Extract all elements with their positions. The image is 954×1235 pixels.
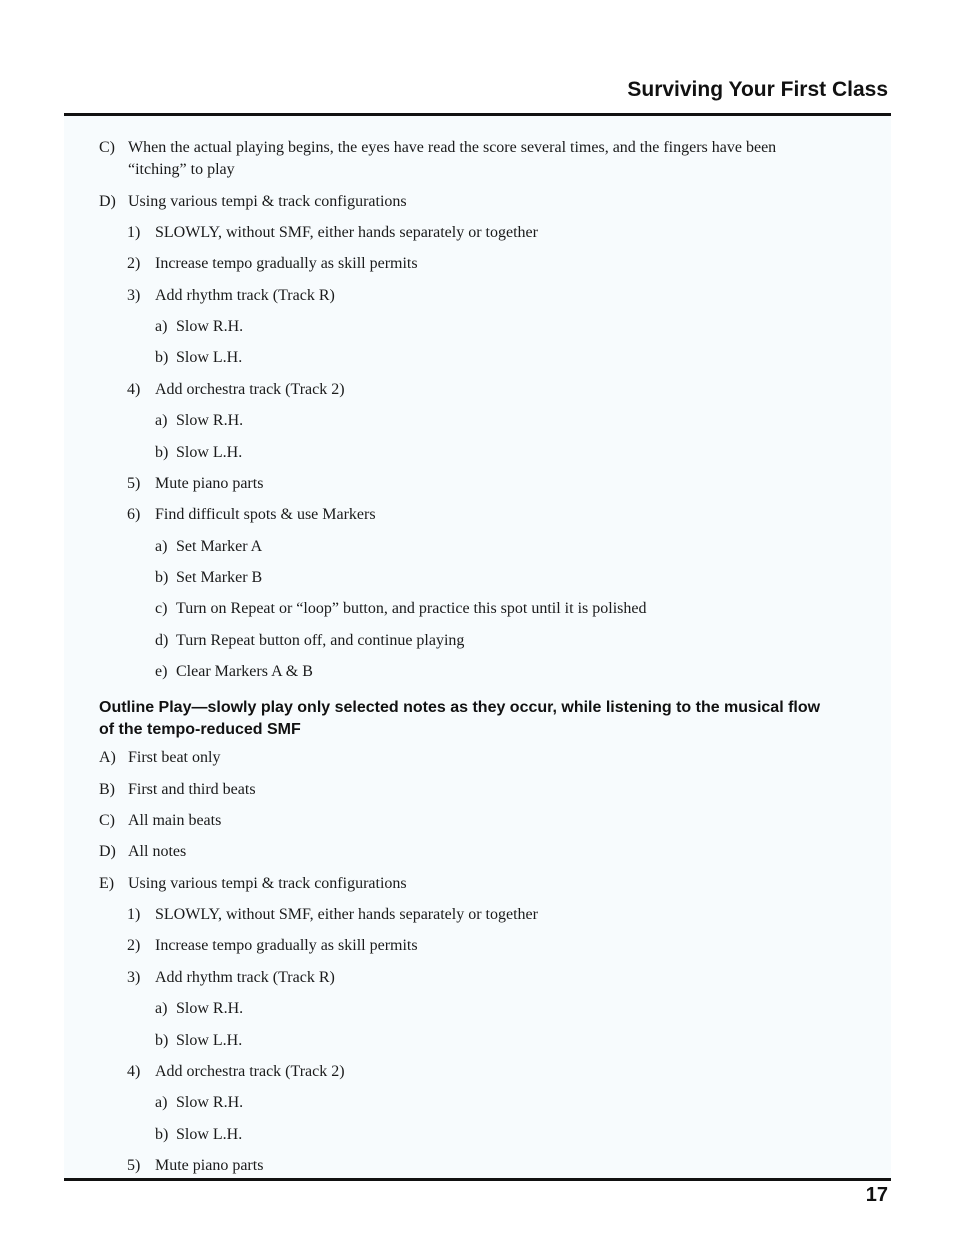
item-label: B) xyxy=(99,781,115,798)
item-label: e) xyxy=(155,663,168,680)
item-label: 4) xyxy=(127,1063,141,1080)
item-text: Mute piano parts xyxy=(155,1157,264,1174)
item-text: Turn on Repeat or “loop” button, and practice this spot until it is polished xyxy=(176,600,647,617)
item-text: Slow R.H. xyxy=(176,318,244,335)
footer-rule xyxy=(64,1178,891,1181)
item-text: Slow L.H. xyxy=(176,349,243,366)
item-label: 2) xyxy=(127,937,141,954)
item-text: Slow L.H. xyxy=(176,444,243,461)
item-text: SLOWLY, without SMF, either hands separately or together xyxy=(155,224,538,241)
item-label: 1) xyxy=(127,224,141,241)
item-text: Add rhythm track (Track R) xyxy=(155,287,335,304)
item-text: Slow L.H. xyxy=(176,1032,243,1049)
section-heading-line2: of the tempo-reduced SMF xyxy=(99,721,301,738)
item-text: First and third beats xyxy=(128,781,256,798)
item-text: Add rhythm track (Track R) xyxy=(155,969,335,986)
item-label: D) xyxy=(99,193,116,210)
item-text: Slow L.H. xyxy=(176,1126,243,1143)
item-text: Using various tempi & track configurations xyxy=(128,193,407,210)
item-text: Add orchestra track (Track 2) xyxy=(155,1063,345,1080)
item-text-continued: “itching” to play xyxy=(128,161,235,178)
page-number: 17 xyxy=(865,1184,888,1206)
item-text: Find difficult spots & use Markers xyxy=(155,506,376,523)
item-label: E) xyxy=(99,875,115,892)
item-text: Set Marker B xyxy=(176,569,263,586)
item-text: Increase tempo gradually as skill permits xyxy=(155,937,418,954)
item-text: Mute piano parts xyxy=(155,475,264,492)
item-label: 3) xyxy=(127,287,141,304)
item-label: b) xyxy=(155,349,169,366)
item-label: 5) xyxy=(127,475,141,492)
item-label: c) xyxy=(155,600,168,617)
item-label: C) xyxy=(99,812,115,829)
item-text: Turn Repeat button off, and continue playing xyxy=(176,632,465,649)
item-label: 3) xyxy=(127,969,141,986)
item-label: b) xyxy=(155,569,169,586)
item-label: A) xyxy=(99,749,116,766)
item-label: b) xyxy=(155,444,169,461)
item-label: 5) xyxy=(127,1157,141,1174)
item-text: All notes xyxy=(128,843,187,860)
item-text: Set Marker A xyxy=(176,538,263,555)
page-header-title: Surviving Your First Class xyxy=(627,78,888,101)
item-label: 1) xyxy=(127,906,141,923)
section-heading xyxy=(99,697,889,741)
section-heading-line1: Outline Play—slowly play only selected notes as they occur, while listening to the musical flow xyxy=(99,699,821,716)
item-text: Add orchestra track (Track 2) xyxy=(155,381,345,398)
item-label: a) xyxy=(155,1000,168,1017)
item-label: b) xyxy=(155,1032,169,1049)
item-text: SLOWLY, without SMF, either hands separately or together xyxy=(155,906,538,923)
item-text: Slow R.H. xyxy=(176,412,244,429)
item-label: C) xyxy=(99,139,115,156)
item-text: Clear Markers A & B xyxy=(176,663,313,680)
item-text: All main beats xyxy=(128,812,222,829)
item-label: d) xyxy=(155,632,169,649)
item-label: 4) xyxy=(127,381,141,398)
item-label: a) xyxy=(155,412,168,429)
item-text: Slow R.H. xyxy=(176,1094,244,1111)
item-label: a) xyxy=(155,538,168,555)
item-text: Increase tempo gradually as skill permits xyxy=(155,255,418,272)
item-text: Using various tempi & track configurations xyxy=(128,875,407,892)
item-label: a) xyxy=(155,318,168,335)
item-label: 6) xyxy=(127,506,141,523)
item-label: b) xyxy=(155,1126,169,1143)
item-text: First beat only xyxy=(128,749,221,766)
item-label: a) xyxy=(155,1094,168,1111)
item-label: 2) xyxy=(127,255,141,272)
item-text: When the actual playing begins, the eyes have read the score several times, and the fingers have been xyxy=(128,139,777,156)
item-text: Slow R.H. xyxy=(176,1000,244,1017)
item-label: D) xyxy=(99,843,116,860)
